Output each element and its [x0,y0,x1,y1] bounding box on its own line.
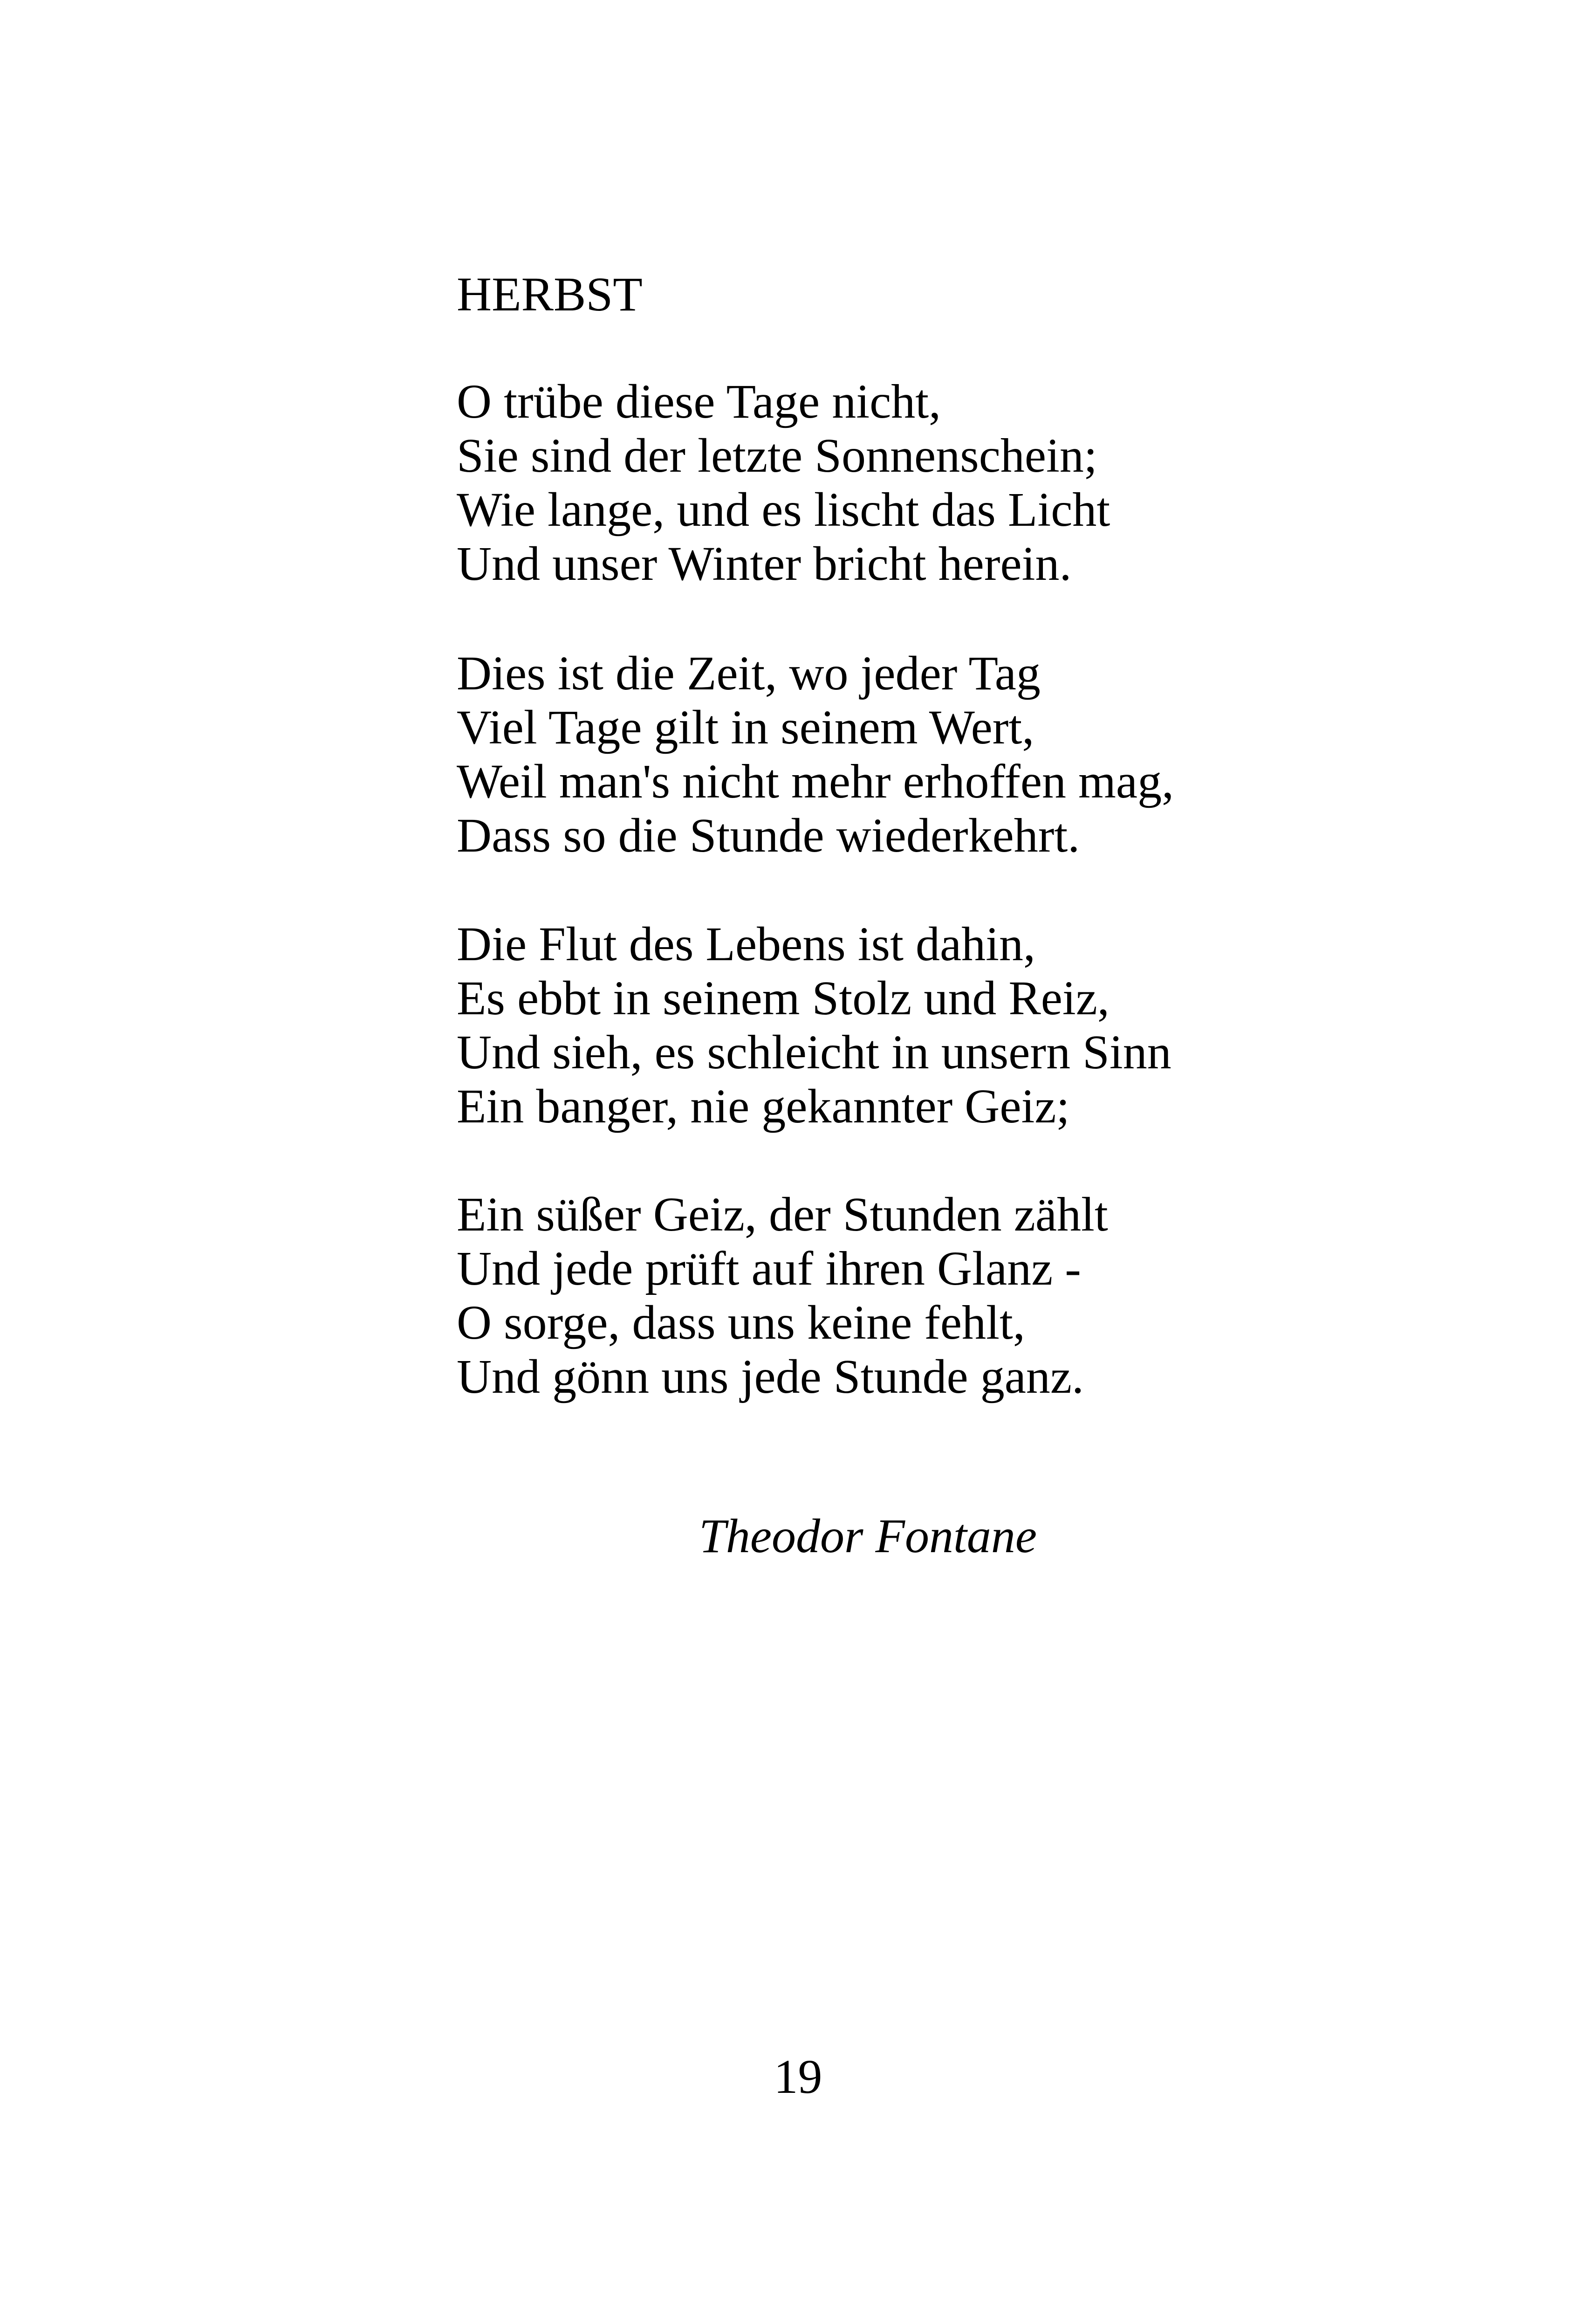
poem-line: Es ebbt in seinem Stolz und Reiz, [457,971,1110,1025]
poem-line: Dass so die Stunde wiederkehrt. [457,809,1080,862]
poem-line: Weil man's nicht mehr erhoffen mag, [457,755,1174,808]
poem-line: O trübe diese Tage nicht, [457,375,941,428]
stanza-3 [457,917,1171,1134]
poem-line: Ein süßer Geiz, der Stunden zählt [457,1188,1108,1241]
stanza-4 [457,1188,1108,1404]
poem-line: Und jede prüft auf ihren Glanz - [457,1242,1081,1295]
poem-line: Viel Tage gilt in seinem Wert, [457,701,1034,754]
poem-line: Sie sind der letzte Sonnenschein; [457,429,1097,482]
poem-line: Wie lange, und es lischt das Licht [457,483,1110,536]
stanza-2 [457,647,1174,863]
poem-line: O sorge, dass uns keine fehlt, [457,1296,1025,1349]
poem-line: Und gönn uns jede Stunde ganz. [457,1350,1084,1403]
poem-line: Und sieh, es schleicht in unsern Sinn [457,1025,1171,1079]
poem-title: HERBST [457,268,643,321]
poem-line: Ein banger, nie gekannter Geiz; [457,1080,1070,1133]
stanza-1 [457,375,1110,591]
poem-line: Die Flut des Lebens ist dahin, [457,917,1036,971]
poem-author: Theodor Fontane [699,1509,1037,1563]
poem-line: Dies ist die Zeit, wo jeder Tag [457,647,1041,700]
poem-line: Und unser Winter bricht herein. [457,537,1072,591]
page-number: 19 [774,2050,822,2104]
